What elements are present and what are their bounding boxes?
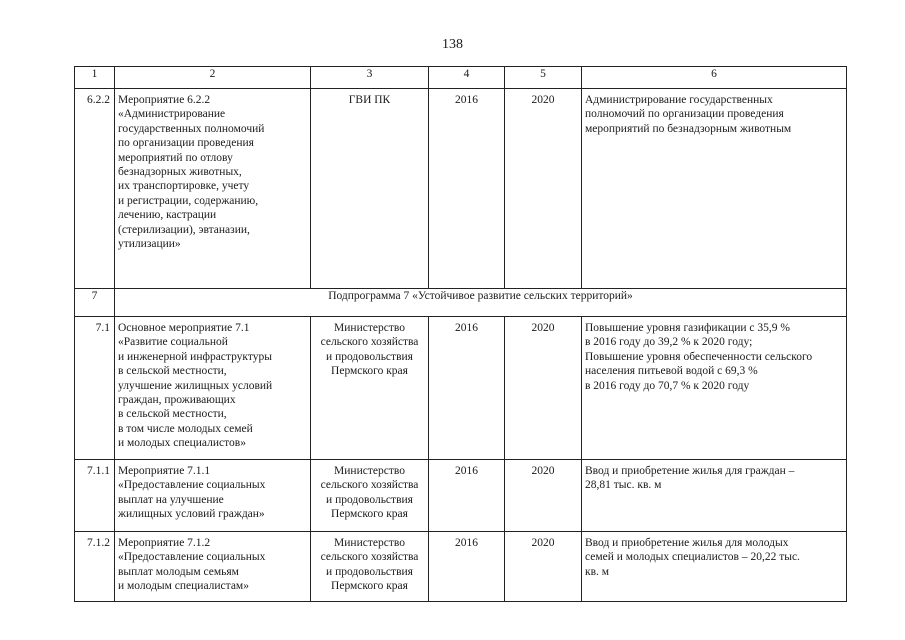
activity-name: Мероприятие 6.2.2 «Администрирование государственных полномочий по организации проведения мероприятий по отлову безнадзорных животных, их транспортировке, учету и регистрации, содержанию, лечению, кастрации (стерилизации), эвтаназии, утилизации» — [115, 89, 311, 289]
subprogram-title: Подпрограмма 7 «Устойчивое развитие сельских территорий» — [115, 289, 847, 317]
header-cell-3: 3 — [311, 67, 429, 89]
start-year: 2016 — [429, 317, 505, 460]
table-row — [75, 89, 847, 289]
header-cell-2: 2 — [115, 67, 311, 89]
row-number: 7.1.2 — [75, 532, 115, 602]
table-row — [75, 460, 847, 532]
table-row — [75, 532, 847, 602]
header-cell-4: 4 — [429, 67, 505, 89]
expected-result: Администрирование государственных полномочий по организации проведения мероприятий по безнадзорным животным — [582, 89, 847, 289]
table-row — [75, 317, 847, 460]
start-year: 2016 — [429, 89, 505, 289]
end-year: 2020 — [505, 317, 582, 460]
page-number: 138 — [442, 37, 463, 52]
program-table — [74, 66, 847, 602]
header-cell-5: 5 — [505, 67, 582, 89]
activity-name: Мероприятие 7.1.1 «Предоставление социальных выплат на улучшение жилищных условий граждан» — [115, 460, 311, 532]
executor: ГВИ ПК — [311, 89, 429, 289]
header-row — [75, 67, 847, 89]
executor: Министерство сельского хозяйства и продовольствия Пермского края — [311, 317, 429, 460]
header-cell-1: 1 — [75, 67, 115, 89]
end-year: 2020 — [505, 532, 582, 602]
activity-name: Основное мероприятие 7.1 «Развитие социальной и инженерной инфраструктуры в сельской местности, улучшение жилищных условий граждан, проживающих в сельской местности, в том числе молодых семей и молодых специалистов» — [115, 317, 311, 460]
row-number: 6.2.2 — [75, 89, 115, 289]
start-year: 2016 — [429, 532, 505, 602]
header-cell-6: 6 — [582, 67, 847, 89]
expected-result: Ввод и приобретение жилья для молодых семей и молодых специалистов – 20,22 тыс. кв. м — [582, 532, 847, 602]
subprogram-row — [75, 289, 847, 317]
row-number: 7.1 — [75, 317, 115, 460]
expected-result: Повышение уровня газификации с 35,9 % в 2016 году до 39,2 % к 2020 году; Повышение уровня обеспеченности сельского населения питьевой водой с 69,3 % в 2016 году до 70,7 % к 2020 году — [582, 317, 847, 460]
end-year: 2020 — [505, 89, 582, 289]
subprogram-number: 7 — [75, 289, 115, 317]
row-number: 7.1.1 — [75, 460, 115, 532]
expected-result: Ввод и приобретение жилья для граждан – 28,81 тыс. кв. м — [582, 460, 847, 532]
executor: Министерство сельского хозяйства и продовольствия Пермского края — [311, 532, 429, 602]
activity-name: Мероприятие 7.1.2 «Предоставление социальных выплат молодым семьям и молодым специалистам» — [115, 532, 311, 602]
start-year: 2016 — [429, 460, 505, 532]
executor: Министерство сельского хозяйства и продовольствия Пермского края — [311, 460, 429, 532]
end-year: 2020 — [505, 460, 582, 532]
